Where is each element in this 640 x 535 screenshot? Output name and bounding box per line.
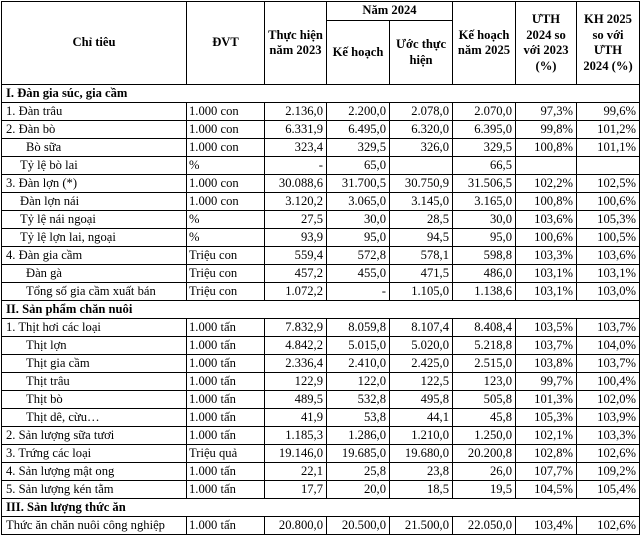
uth-2024-vs-2023-cell: 102,8% <box>516 445 577 463</box>
ke-hoach-2024-cell: 122,0 <box>327 373 390 391</box>
kh-2025-vs-uth-2024-cell: 104,0% <box>577 337 640 355</box>
uoc-thuc-hien-2024-cell: 30.750,9 <box>390 175 453 193</box>
kh-2025-vs-uth-2024-cell: 100,4% <box>577 373 640 391</box>
header-uoc-thuc-hien-2024: Ước thực hiện <box>390 21 453 85</box>
ke-hoach-2025-cell: 6.395,0 <box>453 121 516 139</box>
indicator-label: 2. Đàn bò <box>2 121 187 139</box>
uth-2024-vs-2023-cell: 103,6% <box>516 211 577 229</box>
uth-2024-vs-2023-cell: 103,1% <box>516 265 577 283</box>
ke-hoach-2025-cell: 66,5 <box>453 157 516 175</box>
thuc-hien-2023-cell: 6.331,9 <box>265 121 327 139</box>
ke-hoach-2024-cell: 30,0 <box>327 211 390 229</box>
table-row <box>2 409 640 427</box>
unit-cell: 1.000 con <box>187 175 265 193</box>
uth-2024-vs-2023-cell: 105,3% <box>516 409 577 427</box>
indicator-label: Tổng số gia cầm xuất bán <box>2 283 187 301</box>
indicator-label: Tỷ lệ bò lai <box>2 157 187 175</box>
ke-hoach-2025-cell: 123,0 <box>453 373 516 391</box>
uth-2024-vs-2023-cell: 107,7% <box>516 463 577 481</box>
section-heading: III. Sản lượng thức ăn <box>2 499 640 517</box>
table-row <box>2 211 640 229</box>
kh-2025-vs-uth-2024-cell: 103,7% <box>577 355 640 373</box>
thuc-hien-2023-cell: 559,4 <box>265 247 327 265</box>
kh-2025-vs-uth-2024-cell: 105,3% <box>577 211 640 229</box>
uoc-thuc-hien-2024-cell: 495,8 <box>390 391 453 409</box>
table-row <box>2 157 640 175</box>
section-heading: II. Sản phẩm chăn nuôi <box>2 301 640 319</box>
uth-2024-vs-2023-cell: 100,8% <box>516 193 577 211</box>
unit-cell: Triệu quả <box>187 445 265 463</box>
table-header <box>2 2 640 85</box>
section-row <box>2 85 640 103</box>
table-row <box>2 445 640 463</box>
table-row <box>2 481 640 499</box>
ke-hoach-2025-cell: 1.138,6 <box>453 283 516 301</box>
unit-cell: 1.000 tấn <box>187 517 265 535</box>
kh-2025-vs-uth-2024-cell: 103,6% <box>577 247 640 265</box>
ke-hoach-2024-cell: 20,0 <box>327 481 390 499</box>
uoc-thuc-hien-2024-cell: 94,5 <box>390 229 453 247</box>
uoc-thuc-hien-2024-cell: 8.107,4 <box>390 319 453 337</box>
thuc-hien-2023-cell: 323,4 <box>265 139 327 157</box>
indicator-label: 4. Sản lượng mật ong <box>2 463 187 481</box>
header-nam-2024: Năm 2024 <box>327 2 453 21</box>
ke-hoach-2025-cell: 8.408,4 <box>453 319 516 337</box>
indicator-label: 3. Trứng các loại <box>2 445 187 463</box>
thuc-hien-2023-cell: 122,9 <box>265 373 327 391</box>
ke-hoach-2025-cell: 30,0 <box>453 211 516 229</box>
ke-hoach-2024-cell: 5.015,0 <box>327 337 390 355</box>
uth-2024-vs-2023-cell: 103,8% <box>516 355 577 373</box>
kh-2025-vs-uth-2024-cell: 101,2% <box>577 121 640 139</box>
uoc-thuc-hien-2024-cell: 3.145,0 <box>390 193 453 211</box>
uth-2024-vs-2023-cell: 103,4% <box>516 517 577 535</box>
unit-cell: 1.000 con <box>187 139 265 157</box>
kh-2025-vs-uth-2024-cell: 101,1% <box>577 139 640 157</box>
unit-cell: 1.000 tấn <box>187 409 265 427</box>
uth-2024-vs-2023-cell: 99,7% <box>516 373 577 391</box>
ke-hoach-2024-cell: 53,8 <box>327 409 390 427</box>
section-row <box>2 301 640 319</box>
table-row <box>2 337 640 355</box>
thuc-hien-2023-cell: 4.842,2 <box>265 337 327 355</box>
uoc-thuc-hien-2024-cell: 326,0 <box>390 139 453 157</box>
ke-hoach-2025-cell: 3.165,0 <box>453 193 516 211</box>
indicator-label: Thức ăn chăn nuôi công nghiệp <box>2 517 187 535</box>
ke-hoach-2024-cell: 20.500,0 <box>327 517 390 535</box>
unit-cell: 1.000 tấn <box>187 463 265 481</box>
kh-2025-vs-uth-2024-cell: 103,1% <box>577 265 640 283</box>
kh-2025-vs-uth-2024-cell: 99,6% <box>577 103 640 121</box>
ke-hoach-2024-cell: 8.059,8 <box>327 319 390 337</box>
thuc-hien-2023-cell: 20.800,0 <box>265 517 327 535</box>
ke-hoach-2025-cell: 5.218,8 <box>453 337 516 355</box>
unit-cell: 1.000 tấn <box>187 337 265 355</box>
thuc-hien-2023-cell: 3.120,2 <box>265 193 327 211</box>
uth-2024-vs-2023-cell <box>516 157 577 175</box>
table-row <box>2 283 640 301</box>
uth-2024-vs-2023-cell: 103,7% <box>516 337 577 355</box>
ke-hoach-2024-cell: 25,8 <box>327 463 390 481</box>
table-row <box>2 103 640 121</box>
unit-cell: % <box>187 157 265 175</box>
uth-2024-vs-2023-cell: 103,1% <box>516 283 577 301</box>
header-uth-2024-vs-2023: ƯTH 2024 so với 2023 (%) <box>516 2 577 85</box>
indicator-label: Thịt trâu <box>2 373 187 391</box>
table-row <box>2 229 640 247</box>
uth-2024-vs-2023-cell: 99,8% <box>516 121 577 139</box>
ke-hoach-2025-cell: 2.070,0 <box>453 103 516 121</box>
table-row <box>2 175 640 193</box>
unit-cell: Triệu con <box>187 247 265 265</box>
ke-hoach-2024-cell: 1.286,0 <box>327 427 390 445</box>
indicator-label: 3. Đàn lợn (*) <box>2 175 187 193</box>
uoc-thuc-hien-2024-cell: 471,5 <box>390 265 453 283</box>
unit-cell: 1.000 tấn <box>187 355 265 373</box>
table-row <box>2 121 640 139</box>
header-ke-hoach-2025: Kế hoạch năm 2025 <box>453 2 516 85</box>
table-body <box>2 85 640 535</box>
indicator-label: Tỷ lệ lợn lai, ngoại <box>2 229 187 247</box>
uoc-thuc-hien-2024-cell: 19.680,0 <box>390 445 453 463</box>
uth-2024-vs-2023-cell: 102,2% <box>516 175 577 193</box>
uth-2024-vs-2023-cell: 103,3% <box>516 247 577 265</box>
ke-hoach-2025-cell: 45,8 <box>453 409 516 427</box>
ke-hoach-2024-cell: 65,0 <box>327 157 390 175</box>
unit-cell: 1.000 tấn <box>187 391 265 409</box>
ke-hoach-2024-cell: 19.685,0 <box>327 445 390 463</box>
thuc-hien-2023-cell: 7.832,9 <box>265 319 327 337</box>
unit-cell: Triệu con <box>187 265 265 283</box>
ke-hoach-2025-cell: 19,5 <box>453 481 516 499</box>
header-chi-tieu: Chỉ tiêu <box>2 2 187 85</box>
ke-hoach-2025-cell: 22.050,0 <box>453 517 516 535</box>
kh-2025-vs-uth-2024-cell: 103,3% <box>577 427 640 445</box>
header-dvt: ĐVT <box>187 2 265 85</box>
uth-2024-vs-2023-cell: 100,8% <box>516 139 577 157</box>
indicator-label: 5. Sản lượng kén tằm <box>2 481 187 499</box>
uoc-thuc-hien-2024-cell: 21.500,0 <box>390 517 453 535</box>
indicator-label: Đàn gà <box>2 265 187 283</box>
thuc-hien-2023-cell: 30.088,6 <box>265 175 327 193</box>
kh-2025-vs-uth-2024-cell: 102,6% <box>577 517 640 535</box>
ke-hoach-2024-cell: 31.700,5 <box>327 175 390 193</box>
table-row <box>2 373 640 391</box>
kh-2025-vs-uth-2024-cell: 103,7% <box>577 319 640 337</box>
uoc-thuc-hien-2024-cell: 28,5 <box>390 211 453 229</box>
kh-2025-vs-uth-2024-cell: 102,0% <box>577 391 640 409</box>
uoc-thuc-hien-2024-cell: 23,8 <box>390 463 453 481</box>
kh-2025-vs-uth-2024-cell <box>577 157 640 175</box>
ke-hoach-2025-cell: 505,8 <box>453 391 516 409</box>
ke-hoach-2025-cell: 486,0 <box>453 265 516 283</box>
ke-hoach-2025-cell: 598,8 <box>453 247 516 265</box>
unit-cell: 1.000 tấn <box>187 481 265 499</box>
unit-cell: % <box>187 229 265 247</box>
thuc-hien-2023-cell: - <box>265 157 327 175</box>
indicator-label: 4. Đàn gia cầm <box>2 247 187 265</box>
uth-2024-vs-2023-cell: 104,5% <box>516 481 577 499</box>
thuc-hien-2023-cell: 1.185,3 <box>265 427 327 445</box>
table-row <box>2 427 640 445</box>
uoc-thuc-hien-2024-cell: 1.210,0 <box>390 427 453 445</box>
section-heading: I. Đàn gia súc, gia cầm <box>2 85 640 103</box>
uth-2024-vs-2023-cell: 101,3% <box>516 391 577 409</box>
thuc-hien-2023-cell: 2.336,4 <box>265 355 327 373</box>
indicator-label: Thịt bò <box>2 391 187 409</box>
ke-hoach-2024-cell: 2.410,0 <box>327 355 390 373</box>
unit-cell: % <box>187 211 265 229</box>
uoc-thuc-hien-2024-cell <box>390 157 453 175</box>
table-row <box>2 391 640 409</box>
uoc-thuc-hien-2024-cell: 578,1 <box>390 247 453 265</box>
uth-2024-vs-2023-cell: 102,1% <box>516 427 577 445</box>
header-thuc-hien-2023: Thực hiện năm 2023 <box>265 2 327 85</box>
indicator-label: Thịt dê, cừu… <box>2 409 187 427</box>
table-row <box>2 355 640 373</box>
header-ke-hoach-2024: Kế hoạch <box>327 21 390 85</box>
kh-2025-vs-uth-2024-cell: 102,5% <box>577 175 640 193</box>
uoc-thuc-hien-2024-cell: 2.078,0 <box>390 103 453 121</box>
indicator-label: 1. Đàn trâu <box>2 103 187 121</box>
table-row <box>2 193 640 211</box>
uoc-thuc-hien-2024-cell: 5.020,0 <box>390 337 453 355</box>
indicator-label: Thịt lợn <box>2 337 187 355</box>
ke-hoach-2024-cell: 532,8 <box>327 391 390 409</box>
kh-2025-vs-uth-2024-cell: 102,6% <box>577 445 640 463</box>
indicator-label: Tỷ lệ nái ngoại <box>2 211 187 229</box>
uoc-thuc-hien-2024-cell: 6.320,0 <box>390 121 453 139</box>
indicator-label: 1. Thịt hơi các loại <box>2 319 187 337</box>
unit-cell: 1.000 con <box>187 193 265 211</box>
ke-hoach-2024-cell: 95,0 <box>327 229 390 247</box>
kh-2025-vs-uth-2024-cell: 105,4% <box>577 481 640 499</box>
uoc-thuc-hien-2024-cell: 1.105,0 <box>390 283 453 301</box>
thuc-hien-2023-cell: 457,2 <box>265 265 327 283</box>
header-kh-2025-vs-uth-2024: KH 2025 so với ƯTH 2024 (%) <box>577 2 640 85</box>
ke-hoach-2025-cell: 2.515,0 <box>453 355 516 373</box>
thuc-hien-2023-cell: 93,9 <box>265 229 327 247</box>
uth-2024-vs-2023-cell: 97,3% <box>516 103 577 121</box>
thuc-hien-2023-cell: 489,5 <box>265 391 327 409</box>
uoc-thuc-hien-2024-cell: 122,5 <box>390 373 453 391</box>
table-row <box>2 139 640 157</box>
kh-2025-vs-uth-2024-cell: 100,5% <box>577 229 640 247</box>
thuc-hien-2023-cell: 19.146,0 <box>265 445 327 463</box>
indicator-label: 2. Sản lượng sữa tươi <box>2 427 187 445</box>
thuc-hien-2023-cell: 1.072,2 <box>265 283 327 301</box>
unit-cell: 1.000 tấn <box>187 319 265 337</box>
ke-hoach-2024-cell: 3.065,0 <box>327 193 390 211</box>
uoc-thuc-hien-2024-cell: 18,5 <box>390 481 453 499</box>
uoc-thuc-hien-2024-cell: 2.425,0 <box>390 355 453 373</box>
ke-hoach-2024-cell: 572,8 <box>327 247 390 265</box>
table-row <box>2 463 640 481</box>
ke-hoach-2025-cell: 31.506,5 <box>453 175 516 193</box>
ke-hoach-2024-cell: - <box>327 283 390 301</box>
unit-cell: Triệu con <box>187 283 265 301</box>
ke-hoach-2024-cell: 455,0 <box>327 265 390 283</box>
ke-hoach-2025-cell: 95,0 <box>453 229 516 247</box>
unit-cell: 1.000 con <box>187 103 265 121</box>
uth-2024-vs-2023-cell: 100,6% <box>516 229 577 247</box>
kh-2025-vs-uth-2024-cell: 109,2% <box>577 463 640 481</box>
table-row <box>2 247 640 265</box>
section-row <box>2 499 640 517</box>
livestock-statistics-table <box>1 1 640 535</box>
thuc-hien-2023-cell: 27,5 <box>265 211 327 229</box>
ke-hoach-2024-cell: 6.495,0 <box>327 121 390 139</box>
ke-hoach-2025-cell: 329,5 <box>453 139 516 157</box>
table-row <box>2 319 640 337</box>
uth-2024-vs-2023-cell: 103,5% <box>516 319 577 337</box>
ke-hoach-2024-cell: 2.200,0 <box>327 103 390 121</box>
thuc-hien-2023-cell: 41,9 <box>265 409 327 427</box>
thuc-hien-2023-cell: 22,1 <box>265 463 327 481</box>
uoc-thuc-hien-2024-cell: 44,1 <box>390 409 453 427</box>
ke-hoach-2025-cell: 26,0 <box>453 463 516 481</box>
indicator-label: Bò sữa <box>2 139 187 157</box>
kh-2025-vs-uth-2024-cell: 103,9% <box>577 409 640 427</box>
kh-2025-vs-uth-2024-cell: 100,6% <box>577 193 640 211</box>
unit-cell: 1.000 con <box>187 121 265 139</box>
indicator-label: Đàn lợn nái <box>2 193 187 211</box>
ke-hoach-2025-cell: 1.250,0 <box>453 427 516 445</box>
ke-hoach-2024-cell: 329,5 <box>327 139 390 157</box>
thuc-hien-2023-cell: 17,7 <box>265 481 327 499</box>
ke-hoach-2025-cell: 20.200,8 <box>453 445 516 463</box>
unit-cell: 1.000 tấn <box>187 427 265 445</box>
thuc-hien-2023-cell: 2.136,0 <box>265 103 327 121</box>
table-row <box>2 265 640 283</box>
unit-cell: 1.000 tấn <box>187 373 265 391</box>
kh-2025-vs-uth-2024-cell: 103,0% <box>577 283 640 301</box>
indicator-label: Thịt gia cầm <box>2 355 187 373</box>
